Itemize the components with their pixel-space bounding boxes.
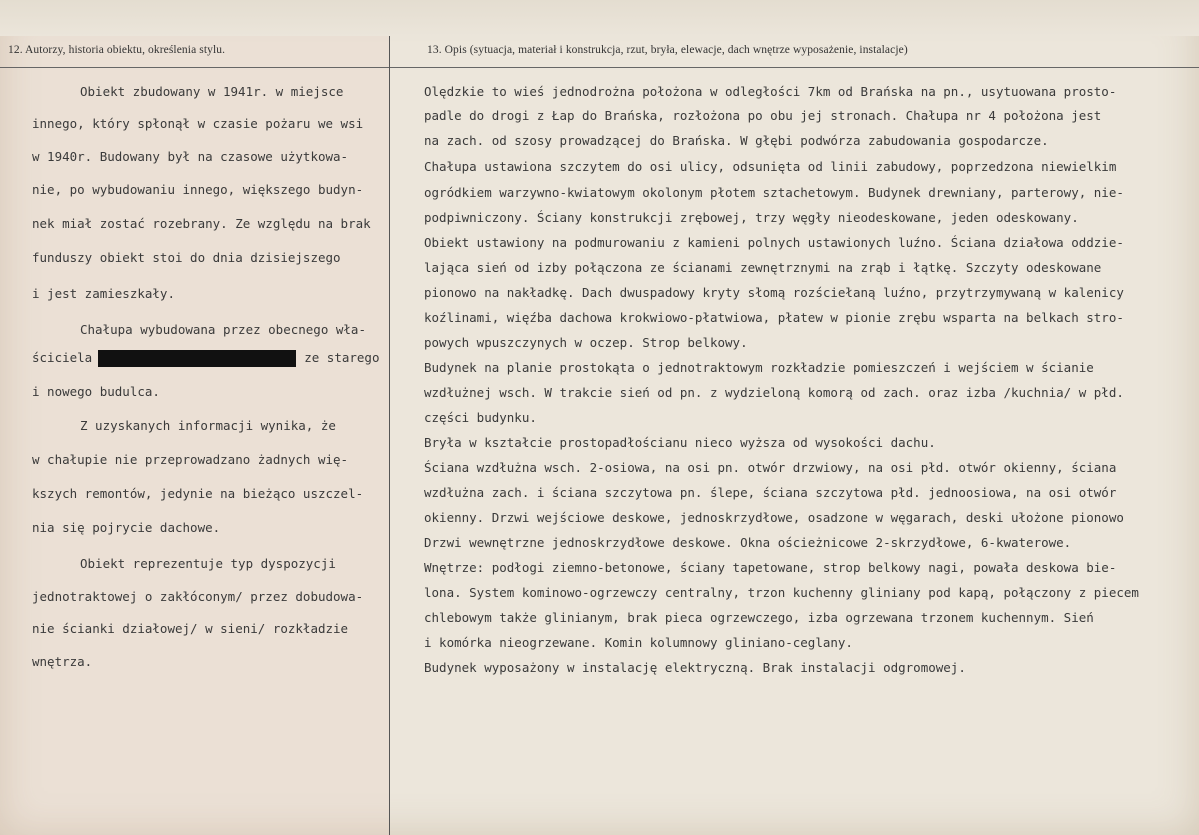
text-line: nie ścianki działowej/ w sieni/ rozkładzie xyxy=(32,621,349,636)
text-line: Drzwi wewnętrzne jednoskrzydłowe deskowe. Okna ościeżnicowe 2-skrzydłowe, 6-kwaterowe. xyxy=(424,535,1072,550)
text-line: okienny. Drzwi wejściowe deskowe, jednoskrzydłowe, osadzone w węgarach, deski ułożone pionowo xyxy=(424,510,1124,525)
text-line: Wnętrze: podłogi ziemno-betonowe, ściany tapetowane, strop belkowy nagi, powała deskowa bie- xyxy=(424,560,1117,575)
text-line: lona. System kominowo-ogrzewczy centralny, trzon kuchenny gliniany pod kapą, połączony z piecem xyxy=(424,585,1139,600)
text-line: Z uzyskanych informacji wynika, że xyxy=(80,418,336,433)
text-line: innego, który spłonął w czasie pożaru we wsi xyxy=(32,116,364,131)
left-column-text xyxy=(32,0,392,835)
text-line: funduszy obiekt stoi do dnia dzisiejszego xyxy=(32,250,341,265)
text-line: jednotraktowej o zakłóconym/ przez dobudowa- xyxy=(32,589,364,604)
text-fragment: ściciela xyxy=(32,350,93,365)
left-section-header: 12. Autorzy, historia obiektu, określenia stylu. xyxy=(8,44,226,56)
redaction-bar xyxy=(98,350,296,367)
text-line: i nowego budulca. xyxy=(32,384,160,399)
text-line: i komórka nieogrzewane. Komin kolumnowy gliniano-ceglany. xyxy=(424,635,853,650)
text-line: na zach. od szosy prowadzącej do Brańska. W głębi podwórza zabudowania gospodarcze. xyxy=(424,133,1049,148)
text-line: nie, po wybudowaniu innego, większego budyn- xyxy=(32,182,364,197)
text-line: nia się pojrycie dachowe. xyxy=(32,520,221,535)
text-line: wzdłużnej wsch. W trakcie sień od pn. z wydzieloną komorą od zach. oraz izba /kuchnia/ w płd. xyxy=(424,385,1124,400)
text-line: kszych remontów, jedynie na bieżąco uszczel- xyxy=(32,486,364,501)
text-line: podpiwniczony. Ściany konstrukcji zrębowej, trzy węgły nieodeskowane, jeden odeskowany. xyxy=(424,210,1079,225)
text-line: powych wpuszczynych w oczep. Strop belkowy. xyxy=(424,335,748,350)
text-line: padle do drogi z Łap do Brańska, rozłożona po obu jej stronach. Chałupa nr 4 położona jest xyxy=(424,108,1102,123)
text-line: Bryła w kształcie prostopadłościanu nieco wyższa od wysokości dachu. xyxy=(424,435,936,450)
text-line: Obiekt reprezentuje typ dyspozycji xyxy=(80,556,336,571)
text-line: wnętrza. xyxy=(32,654,93,669)
text-line-with-redaction xyxy=(32,350,379,367)
text-line: Budynek na planie prostokąta o jednotraktowym rozkładzie pomieszczeń i wejściem w ścianie xyxy=(424,360,1094,375)
text-line: Olędzkie to wieś jednodrożna położona w odległości 7km od Brańska na pn., usytuowana prosto- xyxy=(424,84,1117,99)
text-fragment: ze starego xyxy=(304,350,380,365)
text-line: i jest zamieszkały. xyxy=(32,286,175,301)
text-line: Budynek wyposażony w instalację elektryczną. Brak instalacji odgromowej. xyxy=(424,660,966,675)
text-line: lająca sień od izby połączona ze ścianami zewnętrznymi na zrąb i łątkę. Szczyty odeskowane xyxy=(424,260,1102,275)
text-line: nek miał zostać rozebrany. Ze względu na brak xyxy=(32,216,371,231)
text-line: części budynku. xyxy=(424,410,537,425)
text-line: Chałupa ustawiona szczytem do osi ulicy, odsunięta od linii zabudowy, poprzedzona niewielkim xyxy=(424,159,1117,174)
text-line: koźlinami, więźba dachowa krokwiowo-płatwiowa, płatew w pionie zrębu wsparta na belkach stro- xyxy=(424,310,1124,325)
text-line: Obiekt ustawiony na podmurowaniu z kamieni polnych ustawionych luźno. Ściana działowa oddzie- xyxy=(424,235,1124,250)
text-line: Obiekt zbudowany w 1941r. w miejsce xyxy=(80,84,344,99)
text-line: w chałupie nie przeprowadzano żadnych wię- xyxy=(32,452,349,467)
text-line: chlebowym także glinianym, brak pieca ogrzewczego, izba ogrzewana trzonem kuchennym. Sień xyxy=(424,610,1094,625)
text-line: Chałupa wybudowana przez obecnego wła- xyxy=(80,322,366,337)
right-section-header: 13. Opis (sytuacja, materiał i konstrukcja, rzut, bryła, elewacje, dach wnętrze wyposażenie, instalacje) xyxy=(427,44,908,56)
text-line: w 1940r. Budowany był na czasowe użytkowa- xyxy=(32,149,349,164)
right-column-text xyxy=(424,0,1196,835)
text-line: ogródkiem warzywno-kwiatowym okolonym płotem sztachetowym. Budynek drewniany, parterowy, nie- xyxy=(424,185,1124,200)
text-line: wzdłużna zach. i ściana szczytowa pn. ślepe, ściana szczytowa płd. jednoosiowa, na osi otwór xyxy=(424,485,1117,500)
text-line: Ściana wzdłużna wsch. 2-osiowa, na osi pn. otwór drzwiowy, na osi płd. otwór okienny, ściana xyxy=(424,460,1117,475)
text-line: pionowo na nakładkę. Dach dwuspadowy kryty słomą rozściełaną luźno, przytrzymywaną w kalenicy xyxy=(424,285,1124,300)
